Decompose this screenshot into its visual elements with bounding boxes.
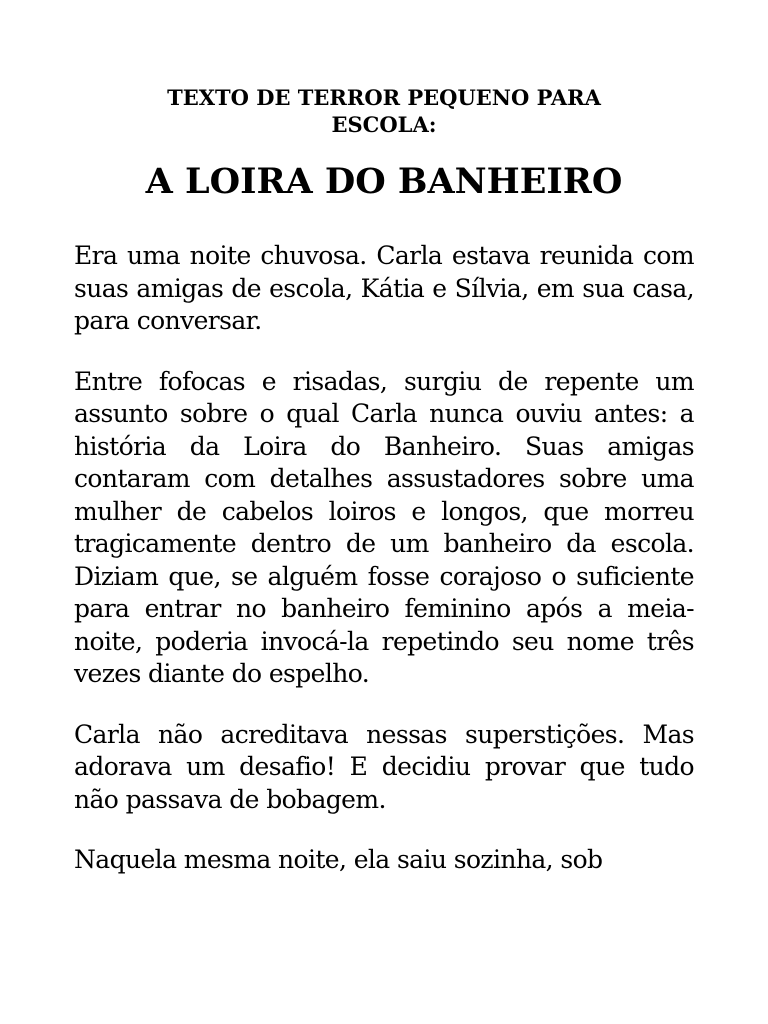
document-kicker: TEXTO DE TERROR PEQUENO PARA ESCOLA: [167,85,601,137]
paragraph-4: Naquela mesma noite, ela saiu sozinha, sob [74,845,603,874]
paragraph-3: Carla não acreditava nessas superstições. Mas adorava um desafio! E decidiu provar que tudo não passava de bobagem. [74,719,694,814]
document-page [74,84,694,877]
document-title: A LOIRA DO BANHEIRO [145,161,623,202]
paragraph-1: Era uma noite chuvosa. Carla estava reunida com suas amigas de escola, Kátia e Sílvia, em sua casa, para conversar. [74,241,694,335]
paragraph-2: Entre fofocas e risadas, surgiu de repente um assunto sobre o qual Carla nunca ouviu antes: a história da Loira do Banheiro. Suas amigas contaram com detalhes assustadores sobre uma mulher de cabelos loiros e longos, que morreu tragicamente dentro de um banheiro da escola. Diziam que, se alguém fosse corajoso o suficiente para entrar no banheiro feminino após a meia-noite, poderia invocá-la repetindo seu nome três vezes diante do espelho. [74,366,694,688]
